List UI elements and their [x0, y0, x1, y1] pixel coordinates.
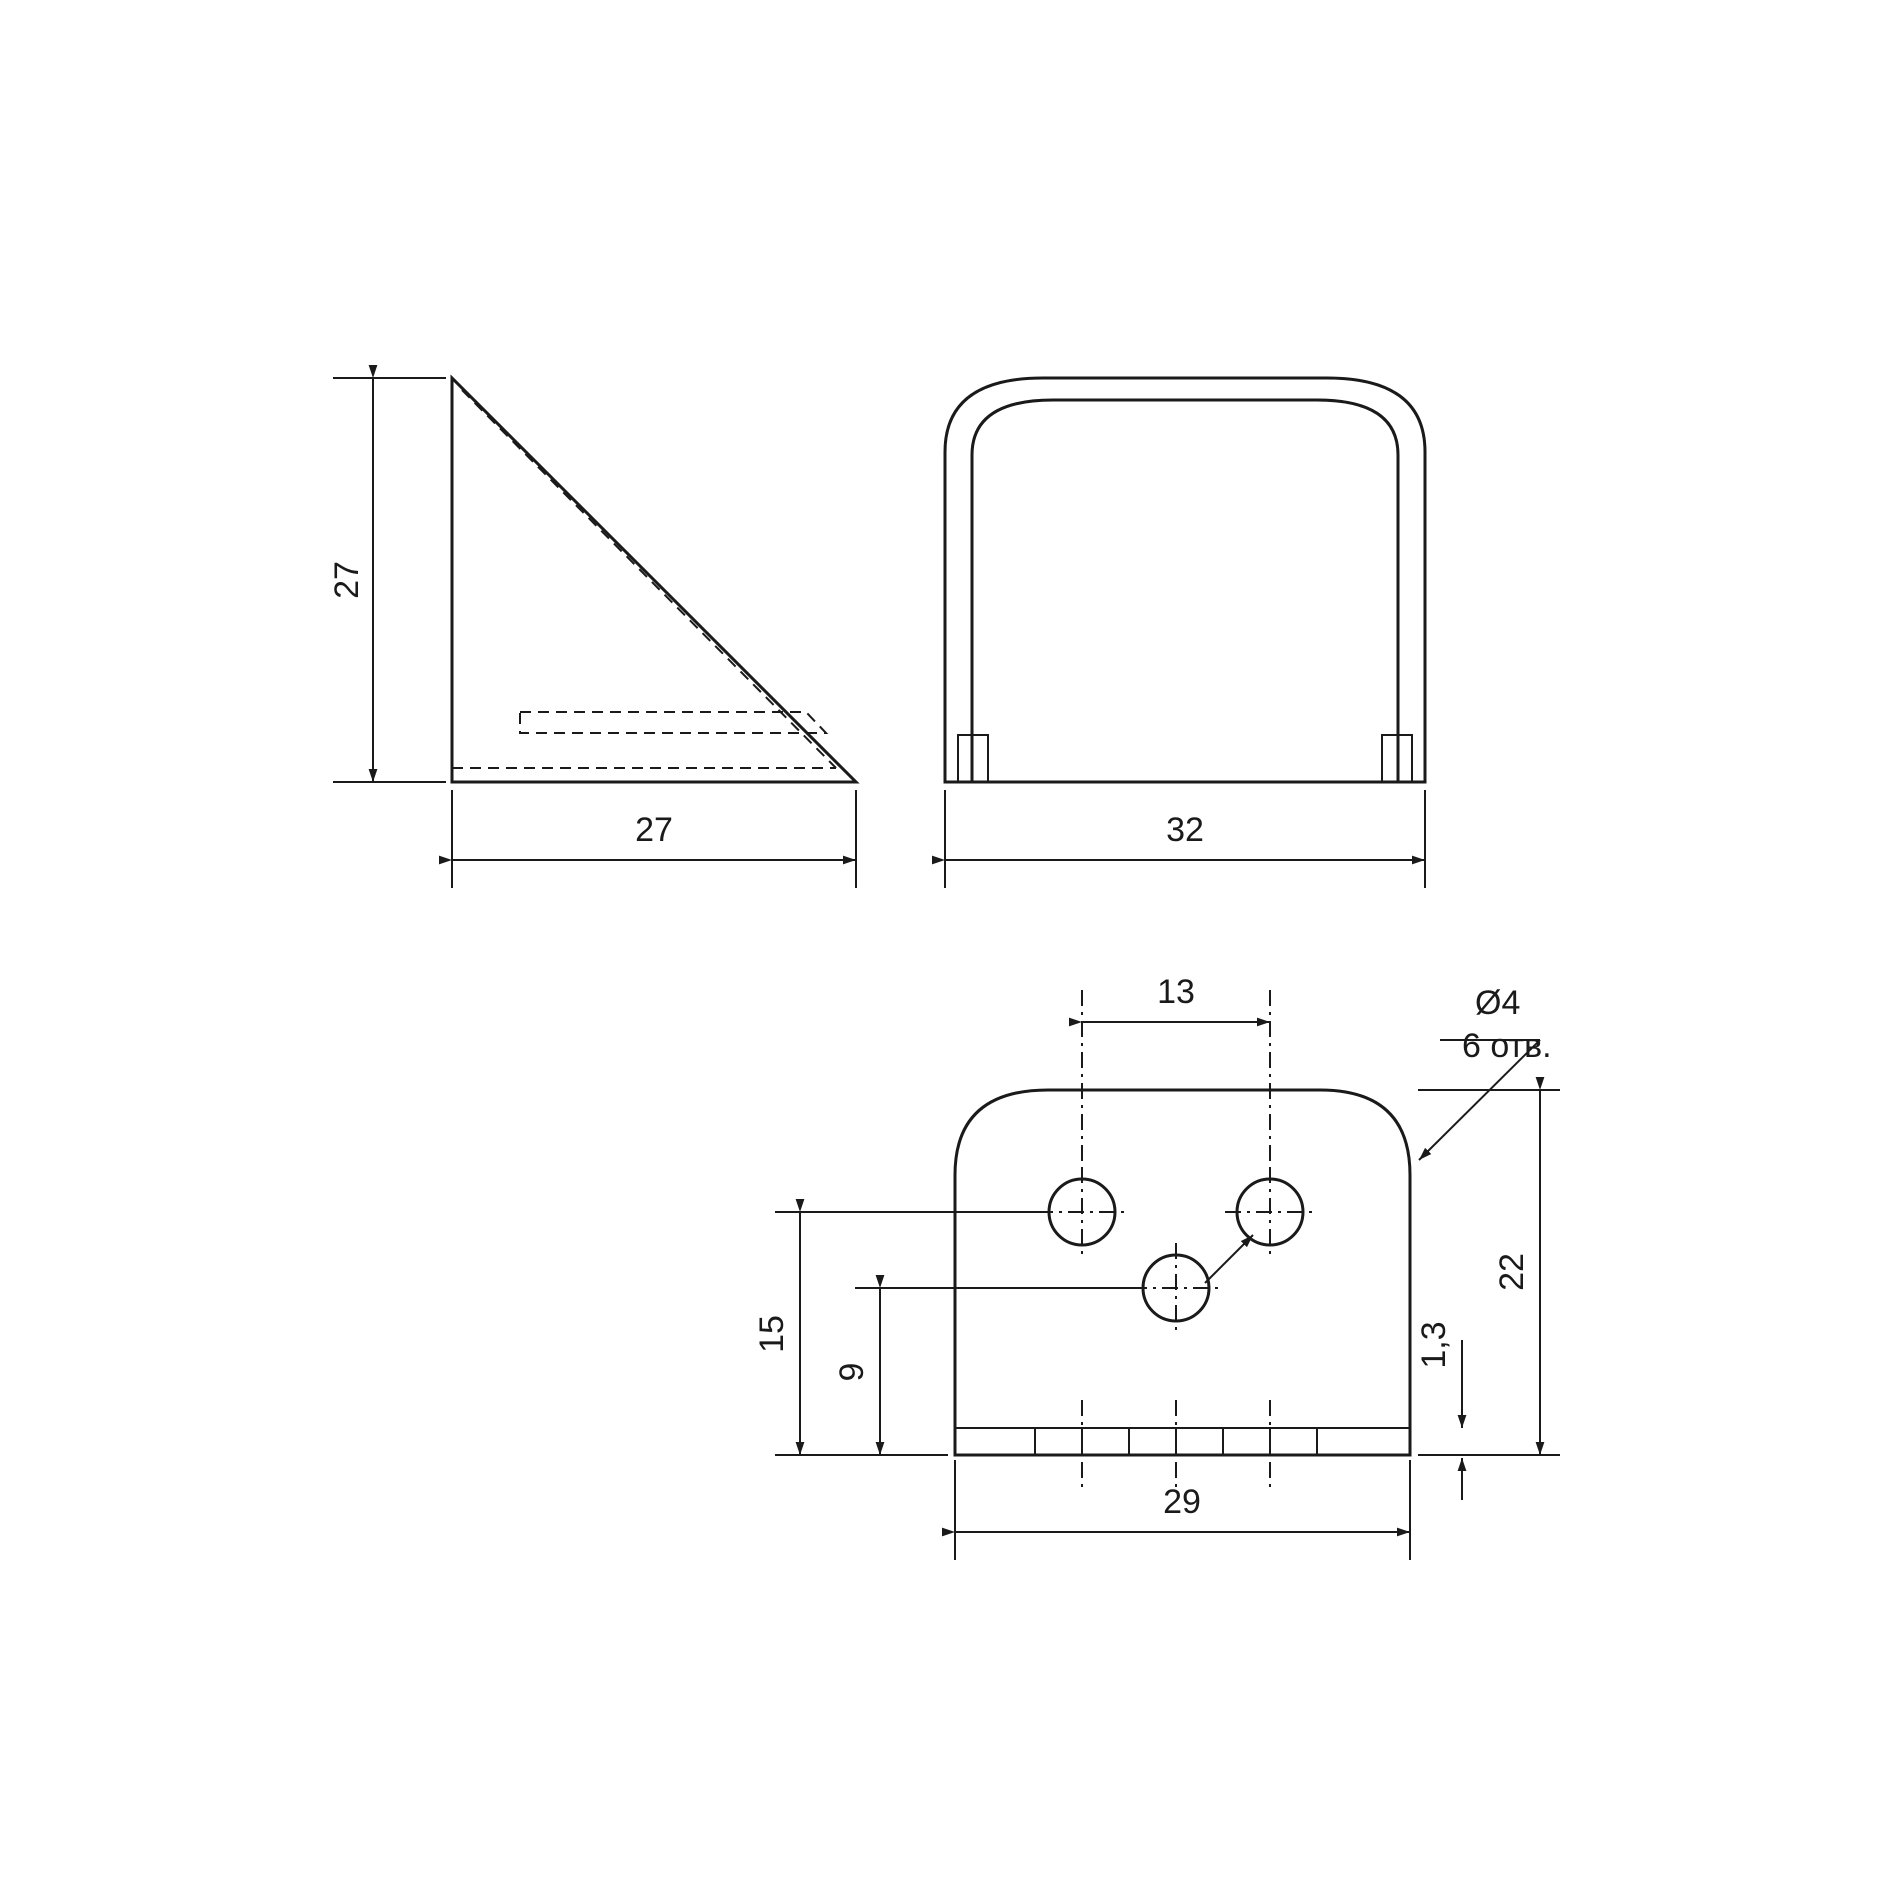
view-front-detail — [753, 973, 1560, 1560]
dim-label-height-9: 9 — [832, 1362, 871, 1382]
view-front-top — [945, 378, 1425, 888]
triangle-outline — [452, 378, 856, 782]
annotation-hole-diameter: Ø4 — [1475, 983, 1521, 1022]
dim-label-spacing-13: 13 — [1157, 972, 1195, 1011]
view-side-triangle — [328, 378, 856, 888]
dim-label-height-27: 27 — [327, 561, 366, 599]
dim-label-height-22: 22 — [1492, 1253, 1531, 1291]
dim-label-width-27: 27 — [635, 810, 673, 849]
front-inner-outline — [972, 400, 1398, 782]
dim-label-thickness-13: 1,3 — [1414, 1321, 1453, 1369]
front-outer-outline — [945, 378, 1425, 782]
dim-label-height-15: 15 — [752, 1315, 791, 1353]
leader-hole-center-arrow — [1205, 1235, 1253, 1283]
dim-label-width-32: 32 — [1166, 810, 1204, 849]
annotation-hole-count: 6 отв. — [1462, 1026, 1552, 1065]
triangle-hidden-slot — [520, 712, 826, 733]
detail-body-outline — [955, 1090, 1410, 1455]
dim-label-width-29: 29 — [1163, 1482, 1201, 1521]
